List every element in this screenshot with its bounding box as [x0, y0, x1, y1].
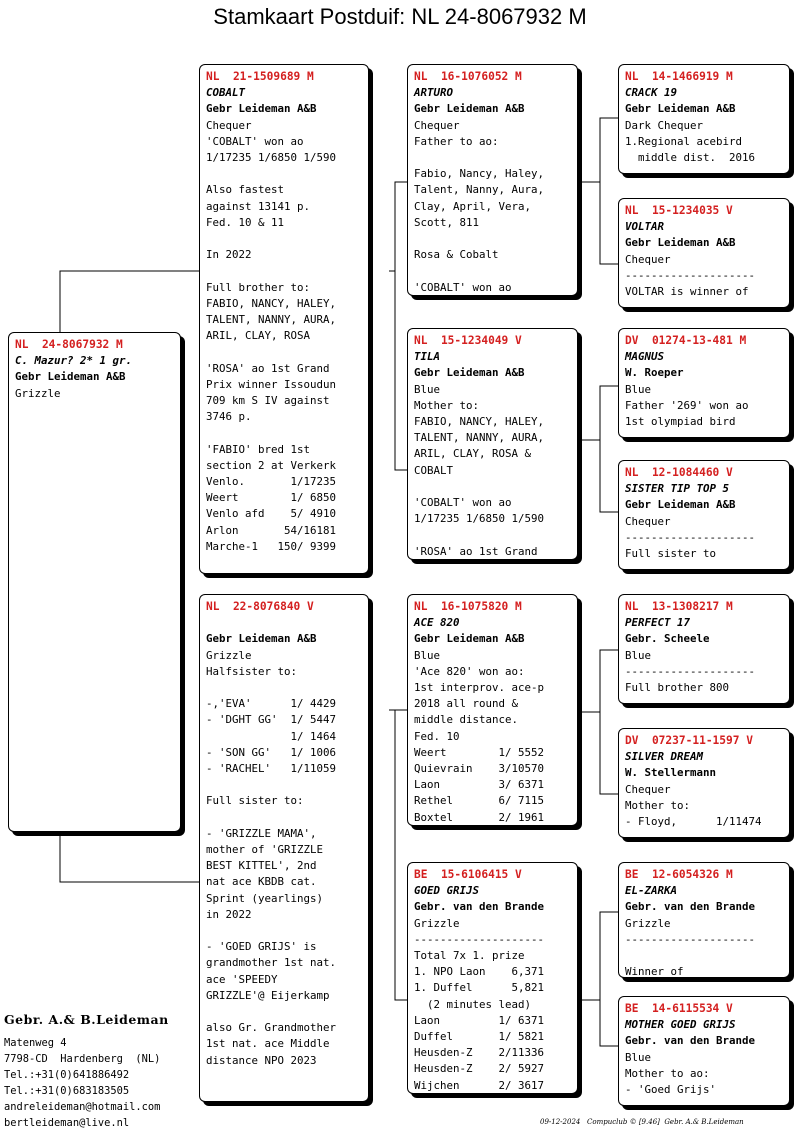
- ring-number: BE 15-6106415 V: [414, 868, 522, 881]
- detail-line: (2 minutes lead): [414, 997, 532, 1011]
- detail-line: ARIL, CLAY, ROSA: [206, 329, 311, 343]
- ring-number: BE 12-6054326 M: [625, 868, 733, 881]
- detail-line: Duffel 1/ 5821: [414, 1030, 545, 1044]
- detail-line: --------------------: [414, 932, 545, 946]
- details: [206, 118, 363, 555]
- card-sss[interactable]: [618, 64, 790, 174]
- detail-line: Weert 1/ 5552: [414, 745, 545, 759]
- detail-line: [206, 166, 363, 182]
- pigeon-name: GOED GRIJS: [414, 884, 480, 898]
- card-subject[interactable]: [8, 332, 181, 832]
- detail-line: 1st interprov. ace-p: [414, 681, 545, 695]
- pigeon-name: VOLTAR: [625, 220, 665, 234]
- detail-line: Venlo. 1/17235: [206, 475, 337, 488]
- details: [625, 1050, 784, 1099]
- detail-line: 1/17235 1/6850 1/590: [206, 151, 337, 165]
- details: [625, 382, 784, 431]
- details: [625, 916, 784, 978]
- detail-line: middle dist. 2016: [625, 151, 756, 165]
- detail-line: [414, 231, 572, 247]
- detail-line: Chequer: [625, 514, 671, 528]
- card-dam-dam[interactable]: [407, 862, 578, 1094]
- detail-line: 'COBALT' won ao: [414, 280, 512, 294]
- pigeon-name: [206, 615, 363, 631]
- detail-line: Total 7x 1. prize: [414, 949, 525, 963]
- detail-line: against 13141 p.: [206, 199, 311, 213]
- detail-line: also Gr. Grandmother: [206, 1021, 337, 1035]
- owner: W. Stellermann: [625, 766, 717, 780]
- detail-line: GRIZZLE'@ Eijerkamp: [206, 988, 330, 1002]
- details: [625, 118, 784, 167]
- owner: Gebr Leideman A&B: [206, 102, 317, 116]
- detail-line: Quievrain 3/10570: [414, 762, 545, 776]
- detail-line: Chequer: [625, 252, 671, 266]
- pigeon-name: MAGNUS: [625, 350, 665, 364]
- breeder-info: [4, 1012, 169, 1131]
- owner: Gebr. Scheele: [625, 632, 710, 646]
- owner: W. Roeper: [625, 366, 684, 380]
- detail-line: Weert 1/ 6850: [206, 491, 337, 505]
- ring-number: NL 13-1308217 M: [625, 600, 733, 613]
- detail-line: 'FABIO' bred 1st: [206, 442, 311, 456]
- breeder-city: 7798-CD Hardenberg (NL): [4, 1053, 161, 1065]
- connector-dam-dd: [395, 710, 407, 1000]
- detail-line: ace 'SPEEDY: [206, 972, 278, 986]
- detail-line: section 2 at Verkerk: [206, 458, 337, 472]
- owner: Gebr Leideman A&B: [206, 632, 317, 646]
- connector-dd-ddd: [600, 1000, 618, 1046]
- owner: Gebr Leideman A&B: [414, 632, 525, 646]
- detail-line: Boxtel 2/ 1961: [414, 810, 545, 824]
- connector-dd-dds: [578, 912, 618, 1000]
- detail-line: [206, 231, 363, 247]
- detail-line: Rethel 6/ 7115: [414, 794, 545, 808]
- owner: Gebr Leideman A&B: [625, 102, 736, 116]
- detail-line: Winner of: [625, 965, 684, 978]
- detail-line: Halfsister to:: [206, 664, 298, 678]
- owner: Gebr Leideman A&B: [414, 102, 525, 116]
- detail-line: Wijchen 2/ 3617: [414, 1078, 545, 1092]
- owner: Gebr. van den Brande: [625, 1034, 756, 1048]
- details: [414, 648, 572, 826]
- details: [414, 382, 572, 560]
- detail-line: nat ace KBDB cat.: [206, 875, 317, 889]
- detail-line: Laon 1/ 6371: [414, 1013, 545, 1027]
- detail-line: COBALT: [414, 463, 454, 477]
- detail-line: Sprint (yearlings): [206, 891, 324, 905]
- detail-line: Scott, 811: [414, 215, 480, 229]
- detail-line: - 'GRIZZLE MAMA',: [206, 826, 317, 840]
- detail-line: 'ROSA' ao 1st Grand: [206, 361, 330, 375]
- connector-sire-sd: [395, 271, 407, 470]
- pigeon-name: ARTURO: [414, 86, 454, 100]
- card-sire-dam[interactable]: [407, 328, 578, 560]
- pigeon-name: MOTHER GOED GRIJS: [625, 1018, 736, 1032]
- detail-line: - Floyd, 1/11474: [625, 815, 762, 829]
- detail-line: [414, 527, 572, 543]
- detail-line: 3746 p.: [206, 410, 252, 424]
- owner: Gebr Leideman A&B: [414, 366, 525, 380]
- detail-line: grandmother 1st nat.: [206, 956, 337, 970]
- detail-line: 'Ace 820' won ao:: [414, 664, 525, 678]
- ring-number: NL 15-1234035 V: [625, 204, 733, 217]
- detail-line: Chequer: [206, 118, 252, 132]
- detail-line: 1. NPO Laon 6,371: [414, 965, 545, 979]
- connector-ds-dsd: [600, 712, 618, 794]
- detail-line: Full sister to: [625, 547, 717, 561]
- connector-subject-dam: [60, 832, 199, 882]
- detail-line: Fed. 10: [414, 729, 460, 743]
- ring-number: NL 12-1084460 V: [625, 466, 733, 479]
- detail-line: FABIO, NANCY, HALEY,: [206, 296, 337, 310]
- ring-number: BE 14-6115534 V: [625, 1002, 733, 1015]
- detail-line: TALENT, NANNY, AURA,: [414, 431, 545, 445]
- ring-number: DV 01274-13-481 M: [625, 334, 747, 347]
- detail-line: Mother to:: [414, 398, 480, 412]
- detail-line: [414, 150, 572, 166]
- detail-line: - 'SON GG' 1/ 1006: [206, 745, 337, 759]
- detail-line: Blue: [625, 382, 652, 396]
- card-ddd[interactable]: [618, 996, 790, 1106]
- detail-line: Laon 3/ 6371: [414, 778, 545, 792]
- detail-line: Father '269' won ao: [625, 398, 749, 412]
- card-sds[interactable]: [618, 328, 790, 438]
- breeder-email-2[interactable]: bertleideman@live.nl: [4, 1117, 130, 1129]
- detail-line: [206, 810, 363, 826]
- connector-ss-sss: [578, 118, 618, 182]
- details: [206, 648, 363, 1069]
- card-sdd[interactable]: [618, 460, 790, 570]
- card-ssd[interactable]: [618, 198, 790, 308]
- details: [625, 782, 784, 831]
- detail-line: 'COBALT' won ao: [206, 134, 304, 148]
- ring-number: NL 14-1466919 M: [625, 70, 733, 83]
- detail-line: Chequer: [625, 782, 671, 796]
- breeder-email-1[interactable]: andreleideman@hotmail.com: [4, 1101, 161, 1113]
- detail-line: 1/ 1464: [206, 729, 337, 743]
- detail-line: --------------------: [625, 530, 756, 544]
- breeder-phone-2[interactable]: Tel.:+31(0)683183505: [4, 1085, 130, 1097]
- pigeon-name: TILA: [414, 350, 441, 364]
- details: [414, 916, 572, 1094]
- detail-line: Heusden-Z 2/ 5927: [414, 1062, 545, 1076]
- owner: Gebr Leideman A&B: [625, 236, 736, 250]
- detail-line: Marche-1 150/ 9399: [206, 539, 337, 553]
- owner: Gebr. van den Brande: [625, 900, 756, 914]
- detail-line: distance NPO 2023: [206, 1053, 317, 1067]
- ring-number: NL 21-1509689 M: [206, 70, 314, 83]
- detail-line: 1.Regional acebird: [625, 134, 743, 148]
- detail-line: 1. Duffel 5,821: [414, 981, 545, 995]
- card-sire[interactable]: [199, 64, 369, 574]
- connector-ss-ssd: [600, 182, 618, 264]
- detail-line: - 'RACHEL' 1/11059: [206, 762, 337, 775]
- detail-line: [206, 425, 363, 441]
- pigeon-name: ACE 820: [414, 616, 460, 630]
- detail-line: [625, 948, 784, 964]
- detail-line: Heusden-Z 2/11336: [414, 1046, 545, 1060]
- breeder-address: Matenweg 4: [4, 1037, 67, 1049]
- pigeon-name: PERFECT 17: [625, 616, 691, 630]
- detail-line: Fabio, Nancy, Haley,: [414, 167, 545, 181]
- detail-line: Grizzle: [414, 916, 460, 930]
- detail-line: [206, 680, 363, 696]
- detail-line: 1st olympiad bird: [625, 415, 736, 429]
- detail-line: mother of 'GRIZZLE: [206, 842, 324, 856]
- detail-line: Clay, April, Vera,: [414, 199, 532, 213]
- detail-line: Mother to:: [625, 798, 691, 812]
- detail-line: - 'DGHT GG' 1/ 5447: [206, 713, 337, 727]
- detail-line: Arlon 54/16181: [206, 523, 337, 537]
- pigeon-name: SILVER DREAM: [625, 750, 704, 764]
- connector-sd-sdd: [600, 440, 618, 512]
- detail-line: 'COBALT' won ao: [414, 496, 512, 510]
- detail-line: Chequer: [414, 118, 460, 132]
- detail-line: [414, 263, 572, 279]
- detail-line: In 2022: [206, 248, 252, 262]
- detail-line: VOLTAR is winner of: [625, 285, 749, 299]
- pigeon-name: C. Mazur? 2* 1 gr.: [15, 354, 133, 368]
- card-dam[interactable]: [199, 594, 369, 1102]
- detail-line: BEST KITTEL', 2nd: [206, 859, 317, 873]
- detail-line: Also fastest: [206, 183, 285, 197]
- detail-line: Dark Chequer: [625, 118, 704, 132]
- detail-line: 1/17235 1/6850 1/590: [414, 512, 545, 526]
- connector-ds-dss: [578, 650, 618, 712]
- detail-line: --------------------: [625, 268, 756, 282]
- detail-line: Full brother 800: [625, 681, 730, 695]
- ring-number: NL 24-8067932 M: [15, 338, 123, 351]
- detail-line: [206, 923, 363, 939]
- connector-sd-sds: [578, 386, 618, 440]
- ring-number: DV 07237-11-1597 V: [625, 734, 753, 747]
- pigeon-name: EL-ZARKA: [625, 884, 678, 898]
- detail-line: Full brother to:: [206, 280, 311, 294]
- pigeon-name: CRACK 19: [625, 86, 678, 100]
- detail-line: --------------------: [625, 664, 756, 678]
- detail-line: Venlo afd 5/ 4910: [206, 507, 337, 521]
- ring-number: NL 16-1075820 M: [414, 600, 522, 613]
- owner: Gebr. van den Brande: [414, 900, 545, 914]
- details: [414, 118, 572, 296]
- details: [625, 648, 784, 697]
- detail-line: ARIL, CLAY, ROSA &: [414, 447, 532, 461]
- pigeon-name: SISTER TIP TOP 5: [625, 482, 730, 496]
- ring-number: NL 22-8076840 V: [206, 600, 314, 613]
- detail-line: Grizzle: [625, 916, 671, 930]
- details: [625, 514, 784, 563]
- footer-credit: 09-12-2024 Compuclub © [9.46] Gebr. A.& B.Leideman: [540, 1118, 744, 1126]
- detail-line: - 'Goed Grijs': [625, 1083, 717, 1097]
- details: [625, 252, 784, 301]
- ring-number: NL 16-1076052 M: [414, 70, 522, 83]
- detail-line: Mother to ao:: [625, 1066, 710, 1080]
- breeder-name: Gebr. A.& B.Leideman: [4, 1012, 169, 1027]
- detail-line: Grizzle: [15, 386, 61, 400]
- detail-line: Full sister to:: [206, 794, 304, 808]
- detail-line: [206, 344, 363, 360]
- detail-line: Blue: [625, 648, 652, 662]
- detail-line: - 'GOED GRIJS' is: [206, 940, 317, 954]
- owner: Gebr Leideman A&B: [625, 498, 736, 512]
- detail-line: Blue: [414, 382, 441, 396]
- detail-line: [206, 1004, 363, 1020]
- detail-line: FABIO, NANCY, HALEY,: [414, 415, 545, 429]
- card-dss[interactable]: [618, 594, 790, 704]
- detail-line: [414, 479, 572, 495]
- detail-line: [206, 777, 363, 793]
- detail-line: --------------------: [625, 932, 756, 946]
- detail-line: 709 km S IV against: [206, 394, 330, 407]
- owner: Gebr Leideman A&B: [15, 370, 126, 384]
- detail-line: 'ROSA' ao 1st Grand: [414, 544, 538, 558]
- card-dam-sire[interactable]: [407, 594, 578, 826]
- detail-line: Blue: [625, 1050, 652, 1064]
- connector-subject-sire: [60, 271, 199, 332]
- detail-line: -,'EVA' 1/ 4429: [206, 697, 337, 711]
- connector-sire-ss: [389, 182, 407, 271]
- breeder-phone-1[interactable]: Tel.:+31(0)641886492: [4, 1069, 130, 1081]
- card-sire-sire[interactable]: [407, 64, 578, 296]
- detail-line: Prix winner Issoudun: [206, 377, 337, 391]
- detail-line: Grizzle: [206, 648, 252, 662]
- card-dsd[interactable]: [618, 728, 790, 838]
- page-title: Stamkaart Postduif: NL 24-8067932 M: [213, 4, 587, 29]
- detail-line: TALENT, NANNY, AURA,: [206, 313, 337, 326]
- card-dds[interactable]: [618, 862, 790, 978]
- detail-line: Fed. 10 & 11: [206, 215, 285, 229]
- detail-line: Father to ao:: [414, 134, 499, 148]
- detail-line: middle distance.: [414, 713, 519, 727]
- detail-line: 2018 all round &: [414, 697, 519, 711]
- pigeon-name: COBALT: [206, 86, 246, 100]
- ring-number: NL 15-1234049 V: [414, 334, 522, 347]
- detail-line: Blue: [414, 648, 441, 662]
- detail-line: Talent, Nanny, Aura,: [414, 183, 545, 197]
- detail-line: 1st nat. ace Middle: [206, 1037, 330, 1051]
- details: [15, 386, 175, 402]
- detail-line: [206, 263, 363, 279]
- detail-line: Rosa & Cobalt: [414, 248, 499, 262]
- detail-line: in 2022: [206, 907, 252, 921]
